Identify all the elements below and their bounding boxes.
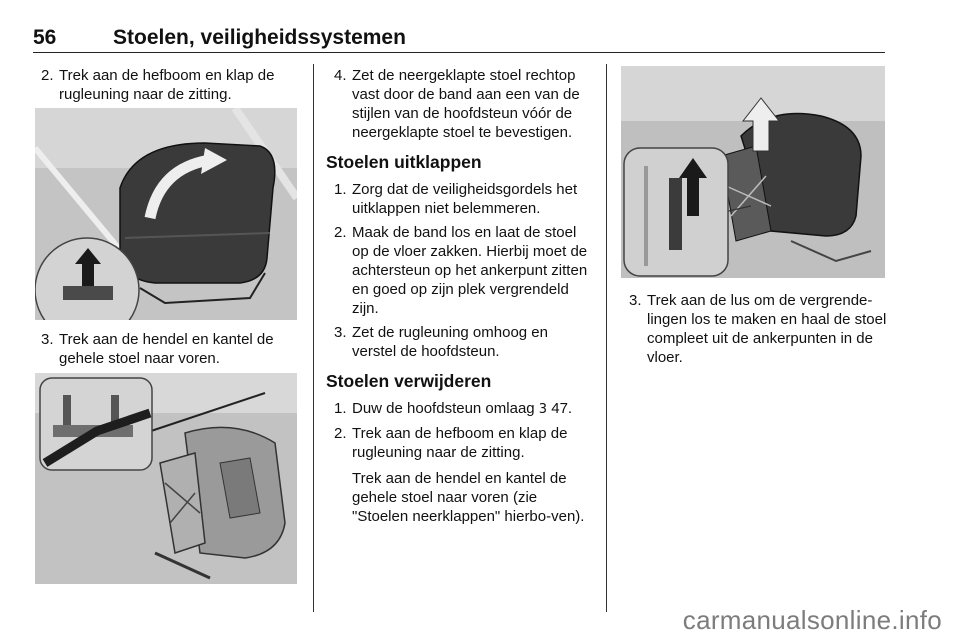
section-heading-unfold: Stoelen uitklappen [326,152,482,172]
step-text: Duw de hoofdsteun omlaag [352,400,535,417]
column-2 [326,66,596,526]
watermark-text: carmanualsonline.info [682,605,942,635]
column-1 [33,66,303,104]
page-number: 56 [33,26,57,49]
step-2-fold-backrest [33,66,303,104]
step-text: Zet de rugleuning omhoog en verstel de hoofdsteun. [352,324,548,360]
step-3-release-locks [621,291,889,367]
step-number: 2. [334,425,347,442]
section-heading-remove: Stoelen verwijderen [326,371,492,391]
remove-step-1 [326,399,596,419]
column-divider-1 [313,64,314,612]
step-text: Zorg dat de veiligheidsgordels het uitklappen niet belemmeren. [352,181,578,217]
step-number: 2. [41,67,54,84]
step-text: Trek aan de hendel en kantel de gehele stoel naar voren. [59,331,274,367]
illustration-seat-tilt [35,373,297,584]
figure-fold-backrest [35,108,297,320]
step-number: 3. [334,324,347,341]
remove-step-2-continued: Trek aan de hendel en kantel de gehele stoel naar voren (zie "Stoelen neerklappen" hierbo-ven). [352,470,585,525]
figure-tilt-seat [35,373,297,584]
step-4-secure-seat [326,66,596,142]
step-number: 1. [334,400,347,417]
unfold-step-2 [326,223,596,318]
figure-remove-seat [621,66,885,278]
step-text: Maak de band los en laat de stoel op de vloer zakken. Hierbij moet de achtersteun op het ankerpunt zitten en goed op zijn plek vergrendeld zijn. [352,224,588,317]
column-1-lower [33,330,303,368]
step-number: 2. [334,224,347,241]
step-number: 3. [41,331,54,348]
unfold-step-3 [326,323,596,361]
step-text: Trek aan de hefboom en klap de rugleuning naar de zitting. [352,425,568,461]
page-title: Stoelen, veiligheidssystemen [113,26,406,49]
step-text: Trek aan de lus om de vergrende-lingen los te maken en haal de stoel compleet uit de ankerpunten in de vloer. [647,292,887,366]
step-number: 3. [629,292,642,309]
step-text: Zet de neergeklapte stoel rechtop vast door de band aan een van de stijlen van de hoofdsteun vóór de neergeklapte stoel te bevestigen. [352,67,580,141]
page-reference-number[interactable]: 47. [551,400,573,417]
step-number: 1. [334,181,347,198]
illustration-seat-remove [621,66,885,278]
remove-step-2 [326,424,596,462]
column-divider-2 [606,64,607,612]
step-text: Trek aan de hefboom en klap de rugleuning naar de zitting. [59,67,275,103]
step-3-tilt-seat [33,330,303,368]
page-header [33,24,885,53]
illustration-seat-fold [35,108,297,320]
column-3 [621,291,889,367]
step-number: 4. [334,67,347,84]
page-reference-arrow-icon[interactable]: 3 [538,402,548,417]
unfold-step-1 [326,180,596,218]
